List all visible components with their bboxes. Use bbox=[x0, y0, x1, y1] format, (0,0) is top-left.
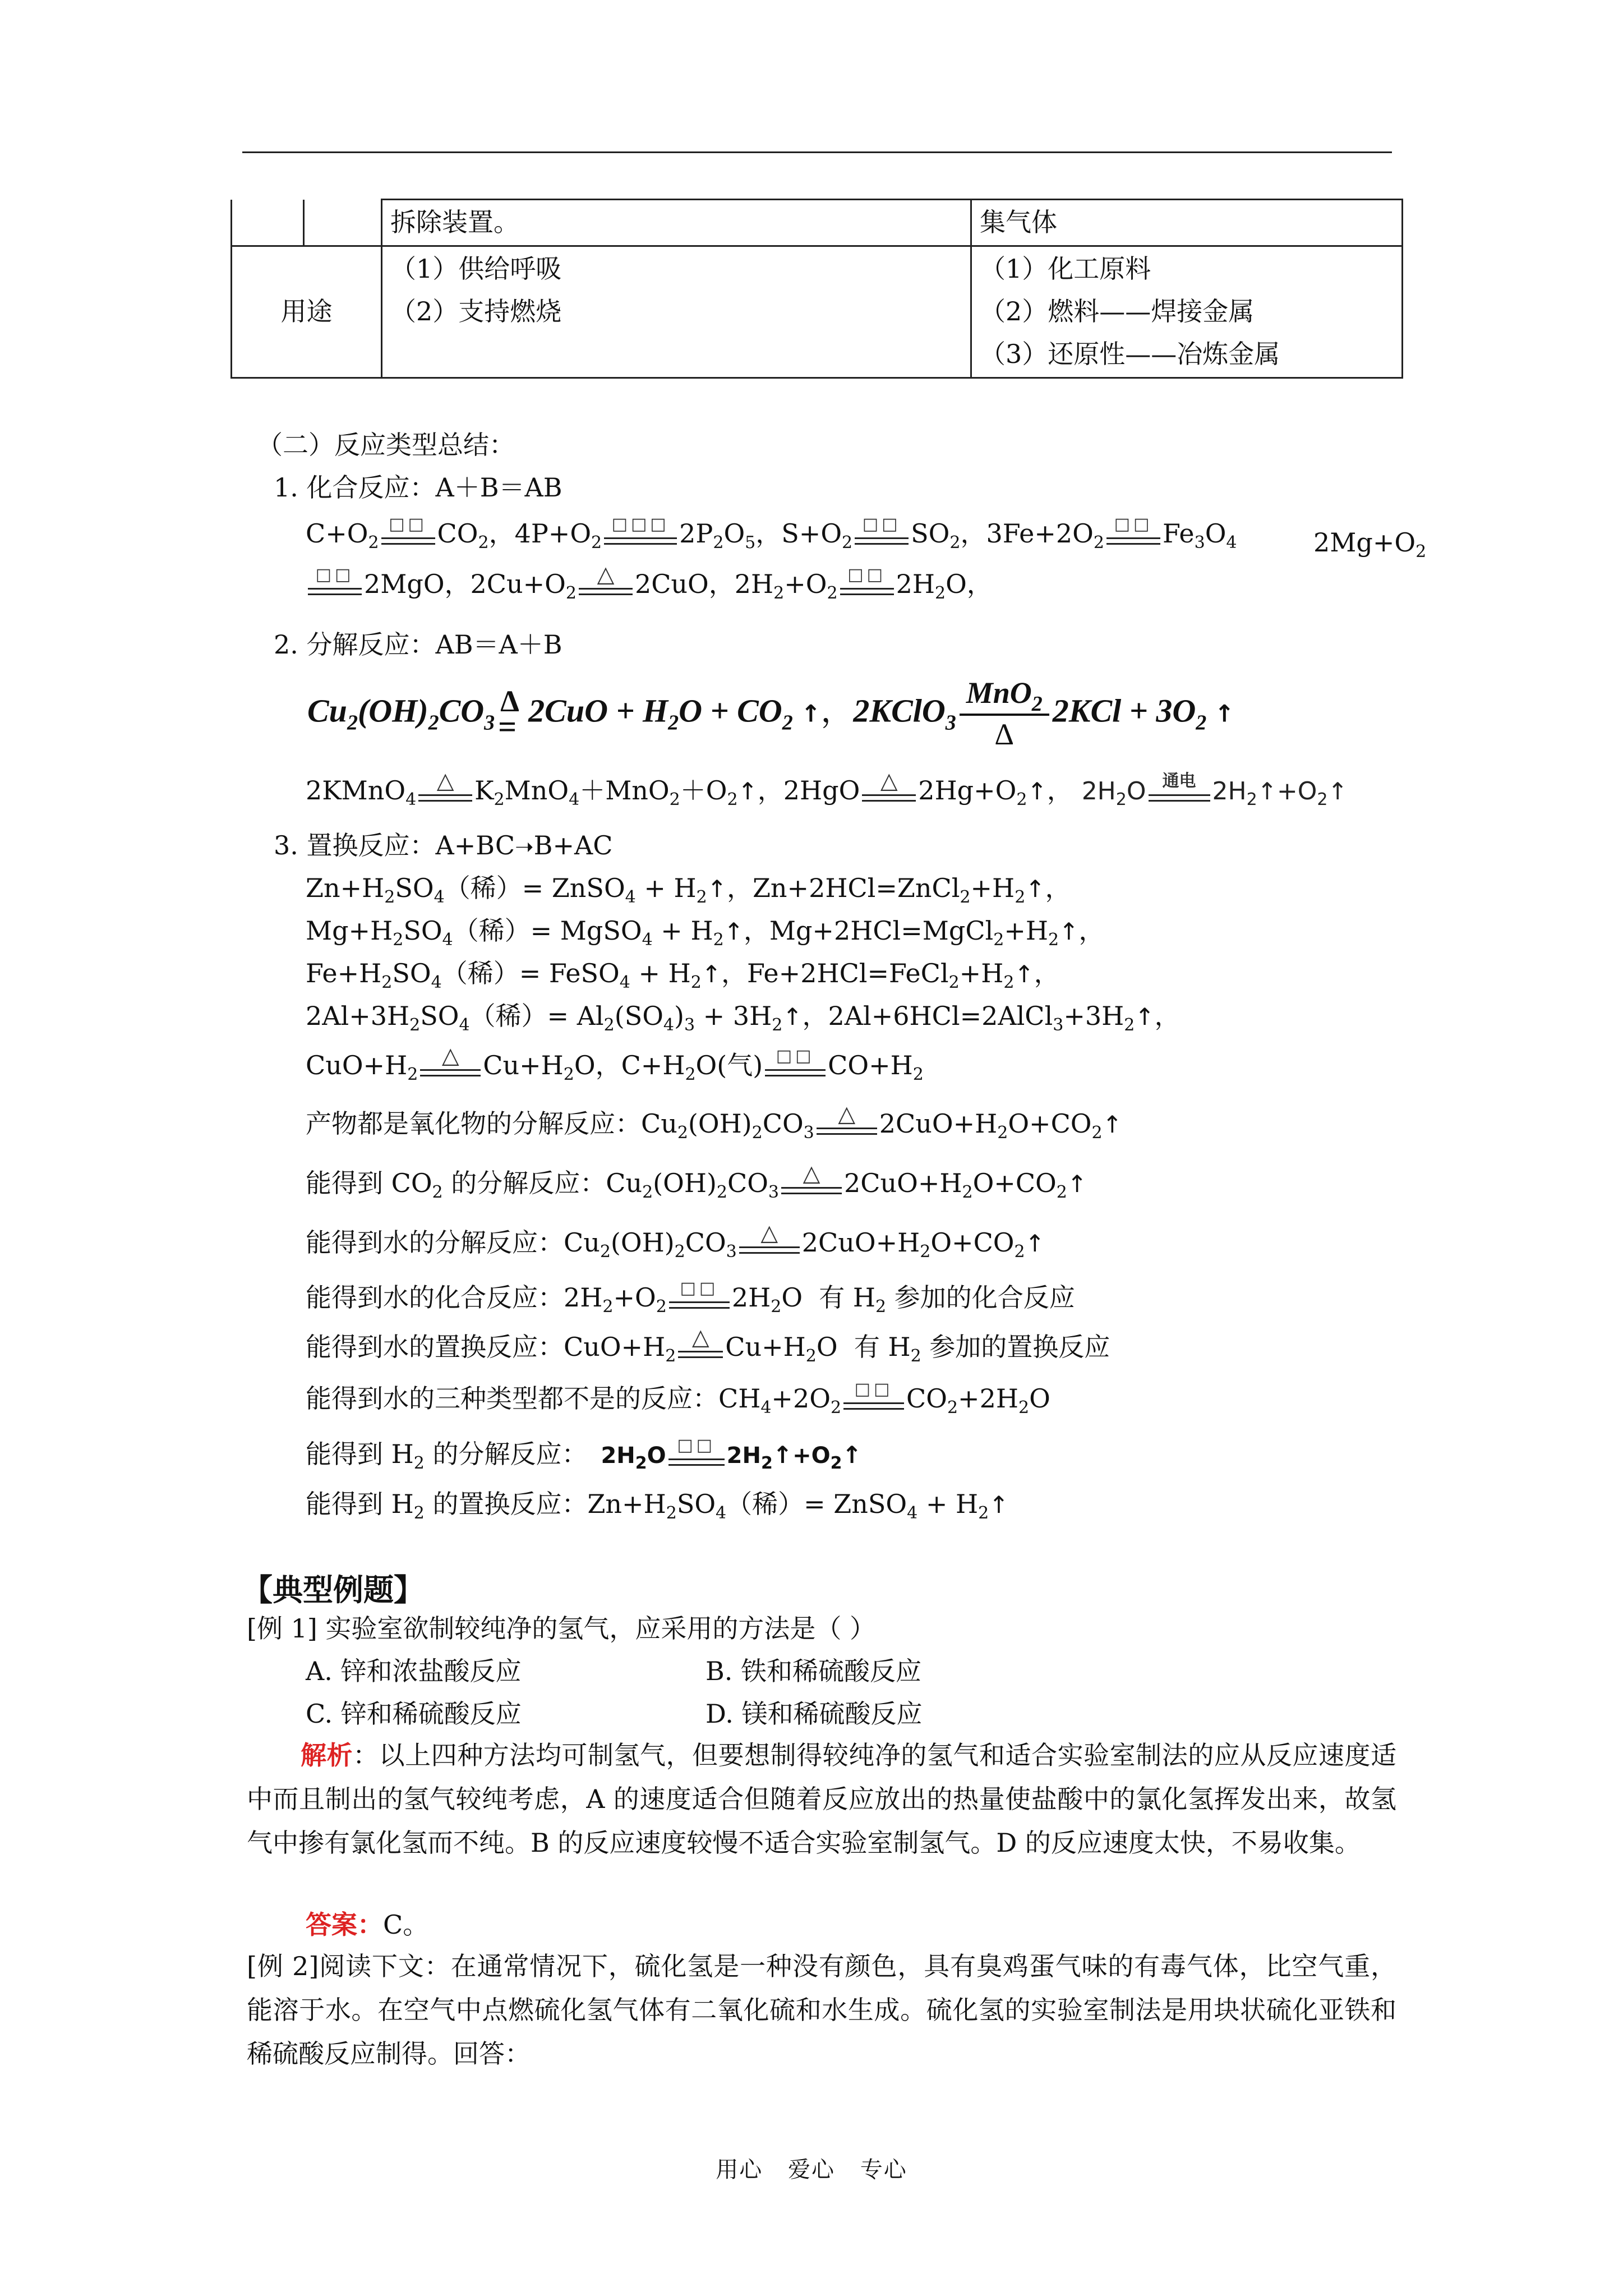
condition-equals: □□ bbox=[840, 567, 894, 606]
equation-line: $Cu_2(OH)_2CO_3$ Δ = $2CuO + H_2O + CO_2$ ↑，2KClO$_3$ $\frac{MnO_2}{\Delta}$ $2KCl + 3O_2$ ↑ bbox=[307, 676, 1234, 751]
equation-line: $Mg+H_2SO_4$（稀）= MgSO$_4$ + $H_2↑$，$Mg+2HCl=MgCl_2+H_2↑$， bbox=[306, 915, 1105, 950]
equation-line: □□ 2MgO，$2Cu+O_2$ △ 2CuO，$2H_2+O_2$ □□ $2H_2O$， bbox=[306, 567, 993, 606]
option-a: A. 锌和浓盐酸反应 bbox=[306, 1656, 522, 1686]
equation-line: $C+O_2$ □□ $CO_2$，$4P+O_2$ □□□ $2P_2O_5$，$S+O_2$ □□ $SO_2$，$3Fe+2O_2$ □□ $Fe_3O_4$ bbox=[306, 516, 1237, 555]
equation-line: 产物都是氧化物的分解反应：$Cu_2(OH)_2CO_3$ △ $2CuO+H_2O+CO_2↑$ bbox=[306, 1106, 1122, 1145]
answer-line: 答案：C。 bbox=[306, 1910, 429, 1940]
condition-equals: □□ bbox=[308, 567, 362, 606]
equation-line: 能得到 $CO_2$ 的分解反应：$Cu_2(OH)_2CO_3$ △ $2CuO+H_2O+CO_2↑$ bbox=[306, 1166, 1087, 1205]
equation-line: 能得到水的化合反应：$2H_2+O_2$ □□ $2H_2O$ 有 $H_2$ 参加的化合反应 bbox=[306, 1280, 1075, 1319]
list-item: （1）化工原料 bbox=[980, 253, 1151, 284]
subsection-title: 2. 分解反应：AB＝A＋B bbox=[274, 629, 562, 660]
equation-line: $Zn+H_2SO_4$（稀）= ZnSO$_4$ + $H_2↑$，$Zn+2HCl=ZnCl_2+H_2↑$， bbox=[306, 873, 1071, 907]
properties-table bbox=[230, 199, 1403, 379]
condition-equals: □□ bbox=[668, 1437, 725, 1476]
list-item: （1）供给呼吸 bbox=[390, 253, 562, 284]
condition-equals: □□ bbox=[669, 1280, 730, 1319]
table-row bbox=[232, 200, 1403, 246]
option-c: C. 锌和稀硫酸反应 bbox=[306, 1699, 522, 1729]
condition-equals: △ bbox=[862, 773, 916, 812]
equation-line: 能得到水的置换反应：$CuO+H_2$ △ $Cu+H_2O$ 有 $H_2$ 参加的置换反应 bbox=[306, 1329, 1110, 1369]
use-label-cell: 用途 bbox=[232, 246, 382, 378]
equation-line: 2KMnO$_4$ △ $K_2MnO_4+MnO_2+O_2↑$，2HgO △ $2Hg+O_2↑$， $2H_2O$ 通电 $2H_2↑+O_2↑$ bbox=[306, 773, 1348, 812]
subsection-title: 1. 化合反应：A＋B＝AB bbox=[274, 472, 562, 503]
example-2-paragraph: [例 2]阅读下文：在通常情况下，硫化氢是一种没有颜色，具有臭鸡蛋气味的有毒气体，比空气重，能溶于水。在空气中点燃硫化氢气体有二氧化硫和水生成。硫化氢的实验室制法是用块状硫化亚铁和稀硫酸反应制得。回答： bbox=[247, 1951, 1396, 2069]
option-d: D. 镁和稀硫酸反应 bbox=[706, 1699, 923, 1729]
list-item: （2）支持燃烧 bbox=[390, 296, 562, 326]
page-footer: 用心 爱心 专心 bbox=[716, 2157, 907, 2183]
examples-heading: 【典型例题】 bbox=[242, 1572, 424, 1608]
example-question: [例 1] 实验室欲制较纯净的氢气，应采用的方法是（ ） bbox=[247, 1613, 876, 1644]
equation-line: $Fe+H_2SO_4$（稀）= FeSO$_4$ + $H_2↑$，$Fe+2HCl=FeCl_2+H_2↑$， bbox=[306, 958, 1060, 992]
condition-equals: △ bbox=[420, 1048, 481, 1087]
equation-line: 能得到 $H_2$ 的置换反应：$Zn+H_2SO_4$（稀）= ZnSO$_4$ + $H_2↑$ bbox=[306, 1489, 1009, 1523]
condition-equals: △ bbox=[739, 1225, 800, 1264]
condition-equals: □□ bbox=[843, 1381, 904, 1420]
condition-equals: 通电 bbox=[1149, 773, 1210, 812]
condition-equals: □□ bbox=[1106, 516, 1160, 555]
delta-equals: Δ = bbox=[498, 684, 520, 745]
condition-equals: △ bbox=[678, 1329, 723, 1369]
equation-line: $2Al+3H_2SO_4$（稀）= $Al_2(SO_4)_3$ + $3H_2↑$，$2Al+6HCl=2AlCl_3+3H_2↑$， bbox=[306, 1001, 1181, 1035]
condition-equals: △ bbox=[579, 567, 633, 606]
option-b: B. 铁和稀硫酸反应 bbox=[706, 1656, 922, 1686]
table-cell: 拆除装置。 bbox=[382, 200, 971, 246]
table-cell: 集气体 bbox=[971, 200, 1403, 246]
equation-image: $2H_2O$ 通电 $2H_2↑+O_2↑$ bbox=[1082, 777, 1348, 806]
equation-line: 能得到 $H_2$ 的分解反应： $2H_2O$ □□ $2H_2↑+O_2↑$ bbox=[306, 1437, 862, 1476]
condition-equals: □□ bbox=[381, 516, 435, 555]
table-row bbox=[232, 246, 1403, 378]
equation-fragment: $2Mg+O_2$ bbox=[1313, 527, 1427, 562]
subsection-title: 3. 置换反应：A+BC➝B+AC bbox=[274, 830, 613, 861]
mno2-condition: $\frac{MnO_2}{\Delta}$ bbox=[960, 678, 1049, 751]
table-cell bbox=[232, 200, 304, 246]
condition-equals: □□□ bbox=[604, 516, 677, 555]
equation-line: 能得到水的三种类型都不是的反应：$CH_4+2O_2$ □□ $CO_2+2H_2O$ bbox=[306, 1381, 1050, 1420]
equation-line: 能得到水的分解反应：$Cu_2(OH)_2CO_3$ △ $2CuO+H_2O+CO_2↑$ bbox=[306, 1225, 1045, 1264]
condition-equals: △ bbox=[817, 1106, 877, 1145]
use-left-cell bbox=[382, 246, 971, 378]
condition-equals: □□ bbox=[855, 516, 909, 555]
list-item: （3）还原性——冶炼金属 bbox=[980, 338, 1280, 369]
equation-image: $2H_2O$ □□ $2H_2↑+O_2↑$ bbox=[601, 1443, 861, 1469]
table-cell bbox=[304, 200, 382, 246]
list-item: （2）燃料——焊接金属 bbox=[980, 296, 1255, 326]
equation-line: $CuO+H_2$ △ $Cu+H_2O$，$C+H_2O$(气) □□ $CO+H_2$ bbox=[306, 1048, 924, 1087]
condition-equals: △ bbox=[418, 773, 472, 812]
analysis-paragraph: 解析：以上四种方法均可制氢气，但要想制得较纯净的氢气和适合实验室制法的应从反应速度适中而且制出的氢气较纯考虑，A 的速度适合但随着反应放出的热量使盐酸中的氯化氢挥发出来，故氢气中掺有氯化氢而不纯。B 的反应速度较慢不适合实验室制氢气。D 的反应速度太快，不易收集。 bbox=[247, 1740, 1397, 1858]
condition-equals: △ bbox=[781, 1166, 842, 1205]
header-rule bbox=[242, 151, 1392, 153]
use-right-cell bbox=[971, 246, 1403, 378]
condition-equals: □□ bbox=[765, 1048, 826, 1087]
section-title: （二）反应类型总结： bbox=[257, 430, 515, 460]
